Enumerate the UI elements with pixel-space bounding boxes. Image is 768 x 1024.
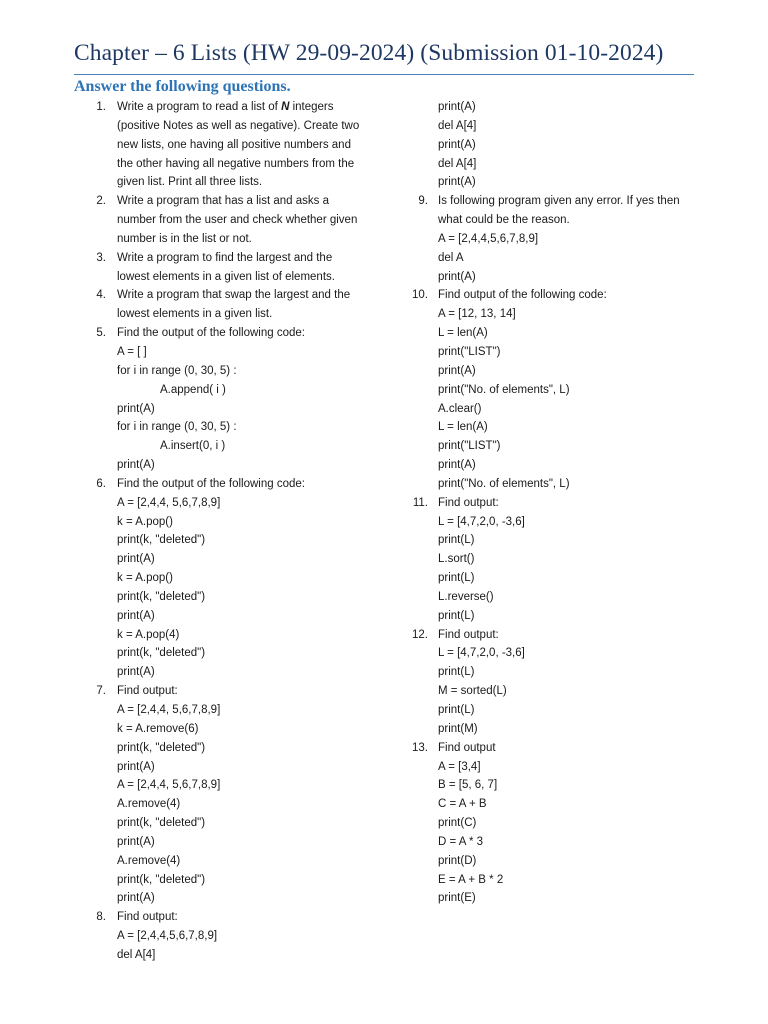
- question-line: [410, 626, 768, 645]
- question-line: [410, 286, 768, 305]
- title-underline: [74, 74, 694, 75]
- question-text: del A: [438, 251, 464, 264]
- question-text: print(A): [438, 459, 476, 472]
- question-text-line: [410, 230, 768, 249]
- question-text: print(M): [438, 722, 478, 735]
- question-text-line: [0, 136, 400, 155]
- question-text-line: [0, 531, 400, 550]
- question-text: Write a program that has a list and asks a: [117, 195, 329, 208]
- question-text: what could be the reason.: [438, 214, 570, 227]
- question-number: 9.: [418, 195, 428, 208]
- question-text-line: [410, 852, 768, 871]
- question-text: Find output:: [438, 628, 499, 641]
- question-text: Write a program to read a list of N integers: [117, 101, 334, 113]
- question-text-line: [0, 362, 400, 381]
- question-text-line: [0, 569, 400, 588]
- question-text: number from the user and check whether given: [117, 214, 358, 227]
- question-text: print(A): [438, 176, 476, 189]
- question-text-line: [0, 720, 400, 739]
- left-question-column: [0, 98, 400, 965]
- question-text-line: [0, 343, 400, 362]
- question-text: print("No. of elements", L): [438, 383, 570, 396]
- question-text: Find output: [438, 741, 496, 754]
- emphasized-variable: N: [281, 101, 290, 113]
- question-text-line: [410, 644, 768, 663]
- question-text: print(A): [117, 553, 155, 566]
- question-text: A.append( i ): [160, 383, 226, 396]
- question-text: Find the output of the following code:: [117, 327, 305, 340]
- question-line: [0, 682, 400, 701]
- question-text-line: [0, 626, 400, 645]
- question-text-line: [0, 795, 400, 814]
- question-text-line: [0, 701, 400, 720]
- question-text-line: [0, 607, 400, 626]
- question-text: print(k, "deleted"): [117, 741, 206, 754]
- question-text-line: [410, 324, 768, 343]
- question-text: del A[4]: [438, 119, 477, 132]
- question-text: k = A.pop(): [117, 515, 173, 528]
- question-text: print(D): [438, 854, 477, 867]
- question-text-line: [410, 513, 768, 532]
- question-text: print(k, "deleted"): [117, 873, 206, 886]
- question-line: [0, 475, 400, 494]
- question-text: Write a program to find the largest and the: [117, 251, 333, 264]
- question-text: L = [4,7,2,0, -3,6]: [438, 515, 525, 528]
- question-text: print("LIST"): [438, 345, 501, 358]
- question-text-line: [410, 249, 768, 268]
- question-text-line: [0, 833, 400, 852]
- question-text: A = [ ]: [117, 345, 147, 358]
- question-text-line: [0, 155, 400, 174]
- question-text-line: [410, 268, 768, 287]
- question-text: print("LIST"): [438, 440, 501, 453]
- question-text-line: [410, 871, 768, 890]
- question-text-line: [0, 268, 400, 287]
- question-text: print(C): [438, 817, 477, 830]
- question-text-line: [0, 946, 400, 965]
- question-text: Find output:: [117, 911, 178, 924]
- question-text: A = [2,4,4,5,6,7,8,9]: [117, 930, 218, 943]
- question-text-line: [410, 305, 768, 324]
- question-number: 10.: [412, 289, 428, 302]
- question-text-line: [0, 927, 400, 946]
- question-text-line: [410, 682, 768, 701]
- question-number: 3.: [96, 251, 106, 264]
- question-text: L = len(A): [438, 327, 488, 340]
- question-text-line: [410, 569, 768, 588]
- question-text: print(A): [117, 760, 155, 773]
- question-text-line: [410, 795, 768, 814]
- question-text-line: [410, 475, 768, 494]
- question-text-line: [410, 456, 768, 475]
- question-text: lowest elements in a given list.: [117, 308, 273, 321]
- question-line: [410, 494, 768, 513]
- question-number: 8.: [96, 911, 106, 924]
- question-text-line: [0, 173, 400, 192]
- question-text-line: [0, 437, 400, 456]
- question-text: print(A): [438, 270, 476, 283]
- question-text: print(A): [117, 835, 155, 848]
- question-text: print(A): [438, 138, 476, 151]
- question-number: 12.: [412, 628, 428, 641]
- question-text-line: [0, 739, 400, 758]
- question-text: print(L): [438, 572, 475, 585]
- question-text-line: [0, 871, 400, 890]
- question-line: [410, 192, 768, 211]
- question-text: print(L): [438, 704, 475, 716]
- question-text: A = [3,4]: [438, 760, 481, 773]
- question-text-line: [0, 117, 400, 136]
- question-text: k = A.remove(6): [117, 722, 199, 735]
- question-text-line: [410, 437, 768, 456]
- question-number: 7.: [96, 685, 106, 698]
- question-text-line: [410, 117, 768, 136]
- question-text-line: [410, 400, 768, 419]
- question-text: Write a program that swap the largest and the: [117, 289, 351, 302]
- question-text: A = [2,4,4,5,6,7,8,9]: [438, 232, 539, 245]
- question-text-line: [410, 173, 768, 192]
- question-text: new lists, one having all positive numbers and: [117, 138, 351, 151]
- question-text: print("No. of elements", L): [438, 477, 570, 490]
- question-text-line: [0, 418, 400, 437]
- question-text: A = [2,4,4, 5,6,7,8,9]: [117, 496, 221, 509]
- question-text: L = [4,7,2,0, -3,6]: [438, 647, 525, 660]
- question-text: the other having all negative numbers from the: [117, 157, 355, 170]
- question-line: [0, 324, 400, 343]
- question-text-line: [0, 456, 400, 475]
- question-text-line: [0, 550, 400, 569]
- question-number: 11.: [412, 496, 428, 509]
- question-text: k = A.pop(): [117, 572, 173, 585]
- question-text-line: [0, 814, 400, 833]
- question-text: del A[4]: [117, 948, 156, 961]
- question-text: A.clear(): [438, 402, 482, 415]
- question-text: print(k, "deleted"): [117, 647, 206, 660]
- question-text-line: [0, 381, 400, 400]
- question-text: L.reverse(): [438, 590, 494, 603]
- question-number: 1.: [96, 101, 106, 113]
- question-text: print(E): [438, 892, 476, 905]
- question-text-line: [410, 776, 768, 795]
- question-text-line: [410, 588, 768, 607]
- question-number: 5.: [96, 327, 106, 340]
- section-heading: Answer the following questions.: [74, 78, 291, 95]
- question-number: 4.: [96, 289, 106, 302]
- question-text-line: [0, 513, 400, 532]
- question-text: print(L): [438, 534, 475, 547]
- question-text-line: [410, 701, 768, 720]
- question-text: print(A): [117, 402, 155, 415]
- question-number: 2.: [96, 195, 106, 208]
- question-number: 13.: [412, 741, 428, 754]
- question-line: [0, 286, 400, 305]
- question-text: A = [12, 13, 14]: [438, 308, 516, 321]
- question-text: L = len(A): [438, 421, 488, 434]
- question-text: print(A): [117, 459, 155, 472]
- question-text: print(k, "deleted"): [117, 534, 206, 547]
- question-text: print(L): [438, 609, 475, 622]
- question-line: [0, 908, 400, 927]
- question-text-line: [410, 889, 768, 908]
- question-line: [0, 249, 400, 268]
- question-text-line: [410, 607, 768, 626]
- question-text-line: [0, 400, 400, 419]
- question-text-line: [410, 531, 768, 550]
- question-text: for i in range (0, 30, 5) :: [117, 364, 237, 377]
- question-text-line: [0, 494, 400, 513]
- question-text: print(A): [117, 666, 155, 679]
- question-text: print(A): [117, 892, 155, 905]
- question-text: for i in range (0, 30, 5) :: [117, 421, 237, 434]
- question-text-line: [410, 663, 768, 682]
- question-text: print(L): [438, 666, 475, 679]
- question-text-line: [0, 211, 400, 230]
- question-text: (positive Notes as well as negative). Create two: [117, 119, 360, 132]
- question-text: lowest elements in a given list of elements.: [117, 270, 335, 283]
- question-text-line: [410, 381, 768, 400]
- question-text-line: [410, 343, 768, 362]
- question-text: print(k, "deleted"): [117, 590, 206, 603]
- question-text: print(A): [117, 609, 155, 622]
- question-text: A.insert(0, i ): [160, 440, 226, 453]
- question-text-line: [410, 98, 768, 117]
- question-text: E = A + B * 2: [438, 873, 504, 886]
- question-text: print(A): [438, 364, 476, 377]
- question-text: Find the output of the following code:: [117, 477, 305, 490]
- question-text-line: [410, 550, 768, 569]
- question-text-line: [410, 720, 768, 739]
- question-line: [0, 98, 400, 117]
- question-text: print(A): [438, 101, 476, 113]
- question-text-line: [410, 418, 768, 437]
- question-text-line: [410, 155, 768, 174]
- question-text: M = sorted(L): [438, 685, 507, 698]
- question-text-line: [410, 136, 768, 155]
- question-text: A.remove(4): [117, 798, 181, 811]
- question-text-line: [0, 663, 400, 682]
- question-text: given list. Print all three lists.: [117, 176, 263, 189]
- question-text: Find output:: [438, 496, 499, 509]
- question-text-line: [410, 362, 768, 381]
- question-text: Find output of the following code:: [438, 289, 607, 302]
- question-line: [0, 192, 400, 211]
- question-text: C = A + B: [438, 798, 487, 811]
- question-text: A.remove(4): [117, 854, 181, 867]
- question-text-line: [410, 833, 768, 852]
- question-text: A = [2,4,4, 5,6,7,8,9]: [117, 779, 221, 792]
- question-text-line: [410, 814, 768, 833]
- page-title: Chapter – 6 Lists (HW 29-09-2024) (Submission 01-10-2024): [74, 40, 664, 66]
- question-text: del A[4]: [438, 157, 477, 170]
- question-text: L.sort(): [438, 553, 475, 566]
- right-question-column: [410, 98, 768, 908]
- question-text-line: [410, 758, 768, 777]
- question-text-line: [0, 588, 400, 607]
- question-line: [410, 739, 768, 758]
- question-text-line: [0, 758, 400, 777]
- question-text-line: [0, 776, 400, 795]
- question-number: 6.: [96, 477, 106, 490]
- question-text: D = A * 3: [438, 835, 484, 848]
- question-text-line: [410, 211, 768, 230]
- question-text: B = [5, 6, 7]: [438, 779, 498, 792]
- question-text: A = [2,4,4, 5,6,7,8,9]: [117, 704, 221, 716]
- question-text-line: [0, 644, 400, 663]
- question-text-line: [0, 230, 400, 249]
- question-text: Find output:: [117, 685, 178, 698]
- question-text: number is in the list or not.: [117, 232, 252, 245]
- question-text-line: [0, 852, 400, 871]
- question-text-line: [0, 305, 400, 324]
- question-text: k = A.pop(4): [117, 628, 180, 641]
- question-text: print(k, "deleted"): [117, 817, 206, 830]
- question-text-line: [0, 889, 400, 908]
- question-text: Is following program given any error. If yes then: [438, 195, 680, 208]
